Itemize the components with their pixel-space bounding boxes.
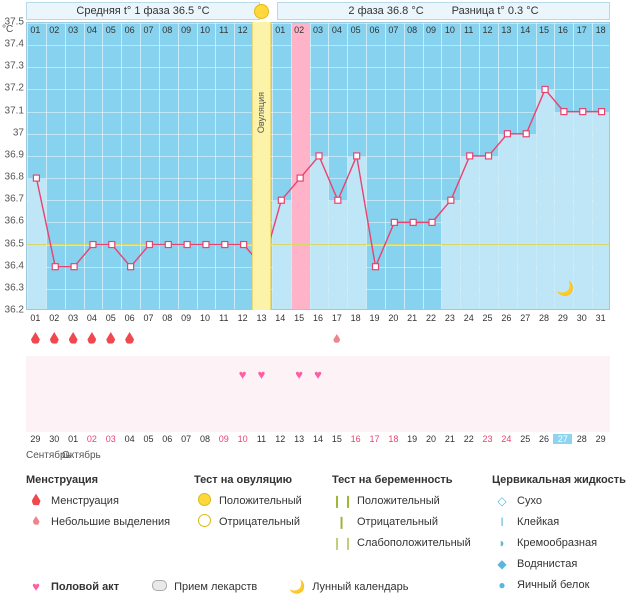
legend-item-label: Менструация [51,495,119,507]
cycle-day-label[interactable]: 08 [162,313,173,323]
y-tick-label: 37.3 [4,60,24,72]
top-day-header: 05 [105,25,116,35]
calendar-day-label[interactable]: 15 [331,434,342,444]
y-tick-label: 36.6 [4,215,24,227]
legend-item-label: Половой акт [51,581,120,593]
y-tick-label: 36.7 [4,193,24,205]
menstruation-marker[interactable] [45,332,64,347]
legend-item-label: Сухо [517,495,542,507]
menstruation-band [26,328,610,356]
cycle-day-label[interactable]: 31 [595,313,606,323]
legend-item-cf-creamy [492,534,626,552]
calendar-day-label[interactable]: 23 [482,434,493,444]
legend-item-cf-dry [492,492,626,510]
cycle-day-label[interactable]: 06 [124,313,135,323]
y-tick-label: 36.5 [4,238,24,250]
calendar-day-label[interactable]: 06 [162,434,173,444]
legend-item-label: Кремообразная [517,537,598,549]
calendar-day-label[interactable]: 04 [124,434,135,444]
y-tick-label: 37.5 [4,16,24,28]
data-point[interactable] [335,197,341,203]
y-tick-label: 36.9 [4,149,24,161]
legend-item-menstruation [26,492,186,510]
top-day-header: 15 [539,25,550,35]
cycle-day-label[interactable]: 26 [501,313,512,323]
cycle-day-label[interactable]: 19 [369,313,380,323]
data-point[interactable] [71,264,77,270]
cycle-day-label[interactable]: 21 [407,313,418,323]
legend-item-label: Слабоположительный [357,537,471,549]
phase-diff-label: Разница t° 0.3 °C [451,5,539,17]
data-point[interactable] [448,197,454,203]
y-tick-label: 37.4 [4,38,24,50]
calendar-day-label[interactable]: 28 [576,434,587,444]
phase1-label: Средняя t° 1 фаза 36.5 °C [76,5,210,17]
ovulation-band [252,22,271,310]
phase2-labels [348,5,538,17]
temperature-line [27,23,610,310]
one-bar-icon: ❙ [336,514,348,529]
pill-icon [149,580,169,594]
calendar-day-label[interactable]: 10 [237,434,248,444]
month-label-2: Октябрь [62,450,101,461]
top-day-header: 01 [30,25,41,35]
y-tick-label: 36.2 [4,304,24,316]
top-day-header: 03 [312,25,323,35]
cycle-day-label[interactable]: 27 [520,313,531,323]
top-day-header: 11 [219,25,229,35]
legend-item-cf-watery [492,555,626,573]
cycle-day-label[interactable]: 12 [237,313,248,323]
legend-item-label: Положительный [357,495,440,507]
legend-bottom-row [26,578,616,599]
legend-item-label: Положительный [219,495,302,507]
calendar-day-label[interactable]: 08 [199,434,210,444]
top-day-header: 10 [199,25,210,35]
y-tick-label: 37.2 [4,82,24,94]
calendar-day-label[interactable]: 09 [218,434,229,444]
top-day-header: 13 [501,25,512,35]
y-tick-label: 36.3 [4,282,24,294]
data-point[interactable] [580,109,586,115]
month-label-1: Сентябрь [26,450,71,461]
intercourse-marker[interactable]: ♥ [295,367,303,382]
faint-bars-icon: ❙❙ [332,535,355,550]
legend-item-label: Лунный календарь [312,581,409,593]
data-point[interactable] [165,242,171,248]
cf-creamy-icon: ◗ [498,535,506,550]
top-day-header: 18 [595,25,606,35]
intercourse-band [26,356,610,432]
moon-phase-icon[interactable]: 🌙 [556,280,574,296]
circle-filled-icon [194,493,214,509]
top-day-headers [26,22,610,38]
phase2-label: 2 фаза 36.8 °C [348,5,424,17]
calendar-day-label[interactable]: 26 [539,434,550,444]
data-point[interactable] [391,219,397,225]
ovulation-label: Овуляция [256,92,267,134]
menstruation-marker[interactable] [64,332,83,347]
calendar-day-label[interactable]: 02 [86,434,97,444]
cf-eggwhite-icon: ● [498,577,506,592]
legend-item-cf-sticky [492,513,626,531]
calendar-day-label[interactable]: 01 [68,434,79,444]
data-point[interactable] [109,242,115,248]
data-point[interactable] [354,153,360,159]
spotting-marker[interactable] [327,334,346,346]
top-day-header: 02 [49,25,60,35]
legend-item-label: Водянистая [517,558,578,570]
menstruation-drop-icon [26,494,46,509]
top-day-header: 03 [68,25,79,35]
ovulation-positive-test-icon[interactable] [254,4,269,19]
spotting-drop-icon [26,516,46,528]
y-tick-label: 37.1 [4,105,24,117]
data-point[interactable] [297,175,303,181]
cycle-day-label[interactable]: 24 [463,313,474,323]
top-day-header: 10 [444,25,455,35]
data-point[interactable] [561,109,567,115]
intercourse-marker[interactable]: ♥ [257,367,266,382]
calendar-day-label[interactable]: 18 [388,434,399,444]
calendar-day-label[interactable]: 07 [181,434,192,444]
circle-empty-icon [194,514,214,530]
cycle-day-label[interactable]: 15 [294,313,305,323]
calendar-day-label[interactable]: 25 [520,434,531,444]
top-day-header: 08 [162,25,173,35]
calendar-day-axis [26,434,610,448]
top-day-header: 06 [369,25,380,35]
calendar-day-label[interactable]: 17 [369,434,380,444]
top-day-header: 14 [520,25,531,35]
top-day-header: 05 [350,25,361,35]
top-day-header: 08 [407,25,418,35]
data-point[interactable] [222,242,228,248]
cf-dry-icon: ◇ [497,493,507,508]
intercourse-marker[interactable]: ♥ [238,367,247,382]
cycle-day-label[interactable]: 07 [143,313,154,323]
legend-item-preg-positive [332,492,482,510]
menstruation-marker[interactable] [83,332,102,347]
y-axis-unit: °C [2,24,14,35]
cycle-day-label[interactable]: 01 [30,313,41,323]
legend-item-label: Отрицательный [219,516,300,528]
top-day-header: 09 [426,25,437,35]
legend-item-label: Небольшие выделения [51,516,171,528]
top-day-header: 01 [275,25,286,35]
top-day-header: 04 [331,25,342,35]
data-point[interactable] [504,131,510,137]
data-point[interactable] [278,197,284,203]
cycle-day-label[interactable]: 22 [426,313,437,323]
legend-item-preg-weak [332,534,482,552]
legend-item-spotting [26,513,186,531]
intercourse-marker[interactable]: ♥ [314,367,322,382]
legend-item-medication [149,578,257,596]
cycle-day-label[interactable]: 16 [312,313,323,323]
legend-item-intercourse [26,578,119,596]
legend-item-label: Клейкая [517,516,560,528]
data-point[interactable] [33,175,39,181]
data-point[interactable] [146,242,152,248]
legend-ovulation-title: Тест на овуляцию [194,474,293,486]
legend-item-label: Прием лекарств [174,581,258,593]
top-day-header: 09 [181,25,192,35]
calendar-day-label[interactable]: 24 [501,434,512,444]
data-point[interactable] [52,264,58,270]
legend-item-preg-negative [332,513,482,531]
cycle-day-label[interactable]: 18 [350,313,361,323]
data-point[interactable] [542,86,548,92]
top-day-header: 12 [482,25,493,35]
cycle-day-label[interactable]: 28 [539,313,550,323]
top-day-header: 07 [388,25,399,35]
data-point[interactable] [486,153,492,159]
calendar-day-label[interactable]: 29 [30,434,41,444]
y-tick-label: 37 [12,127,24,139]
top-day-header: 02 [294,25,305,35]
y-axis [0,16,26,316]
menstruation-marker[interactable] [26,332,45,347]
legend-pregnancy-test [332,474,482,555]
cycle-day-label[interactable]: 29 [557,313,568,323]
top-day-header: 04 [86,25,97,35]
data-point[interactable] [373,264,379,270]
cycle-day-label[interactable]: 17 [331,313,342,323]
data-point[interactable] [410,219,416,225]
data-point[interactable] [316,153,322,159]
data-point[interactable] [523,131,529,137]
legend-menstruation-title: Менструация [26,474,99,486]
data-point[interactable] [184,242,190,248]
legend-pregnancy-title: Тест на беременность [332,474,453,486]
calendar-day-label[interactable]: 20 [426,434,437,444]
calendar-day-label[interactable]: 13 [294,434,305,444]
legend-item-label: Отрицательный [357,516,438,528]
calendar-day-label[interactable]: 11 [256,434,267,444]
y-tick-label: 36.8 [4,171,24,183]
legend-cf-title: Цервикальная жидкость [492,474,626,486]
top-day-header: 07 [143,25,154,35]
cycle-day-label[interactable]: 04 [86,313,97,323]
cycle-day-axis [26,313,610,327]
cycle-day-label[interactable]: 25 [482,313,493,323]
two-bars-icon: ❙❙ [332,493,355,508]
legend-ovulation-test [194,474,324,534]
temperature-chart [26,22,610,310]
data-point[interactable] [467,153,473,159]
cycle-day-label[interactable]: 03 [68,313,79,323]
top-day-header: 16 [557,25,568,35]
cycle-day-label[interactable]: 02 [49,313,60,323]
calendar-day-label[interactable]: 21 [444,434,455,444]
phase2-average-bar [277,2,610,20]
calendar-day-label[interactable]: 16 [350,434,361,444]
top-day-header: 17 [576,25,587,35]
y-tick-label: 36.4 [4,260,24,272]
legend-item-label: Яичный белок [517,579,590,591]
calendar-day-label[interactable]: 03 [105,434,116,444]
heart-icon: ♥ [32,579,40,594]
data-point[interactable] [599,109,605,115]
cycle-day-label[interactable]: 10 [199,313,210,323]
calendar-day-label[interactable]: 27 [553,434,572,444]
cycle-day-label[interactable]: 14 [275,313,286,323]
data-point[interactable] [203,242,209,248]
menstruation-marker[interactable] [101,332,120,347]
calendar-day-label[interactable]: 22 [463,434,474,444]
cycle-day-label[interactable]: 20 [388,313,399,323]
data-point[interactable] [128,264,134,270]
top-day-header: 12 [237,25,248,35]
calendar-day-label[interactable]: 19 [407,434,418,444]
cycle-day-label[interactable]: 05 [105,313,116,323]
top-day-header: 11 [464,25,474,35]
calendar-day-label[interactable]: 30 [49,434,60,444]
legend-menstruation [26,474,186,534]
menstruation-marker[interactable] [120,332,139,347]
data-point[interactable] [90,242,96,248]
top-day-header: 06 [124,25,135,35]
data-point[interactable] [429,219,435,225]
cycle-day-label[interactable]: 23 [444,313,455,323]
legend-item-ovul-positive [194,492,324,510]
calendar-day-label[interactable]: 12 [275,434,286,444]
legend-item-ovul-negative [194,513,324,531]
data-point[interactable] [241,242,247,248]
cf-sticky-icon: I [500,514,504,529]
moon-icon: 🌙 [289,579,306,594]
cycle-day-label[interactable]: 09 [181,313,192,323]
calendar-day-label[interactable]: 05 [143,434,154,444]
cycle-day-label[interactable]: 13 [256,313,267,323]
cycle-day-label[interactable]: 11 [219,313,229,323]
legend-item-moon [287,578,408,596]
cycle-day-label[interactable]: 30 [576,313,587,323]
calendar-day-label[interactable]: 29 [595,434,606,444]
phase1-average-bar [26,2,260,20]
calendar-day-label[interactable]: 14 [312,434,323,444]
cf-watery-icon: ◆ [497,556,507,571]
